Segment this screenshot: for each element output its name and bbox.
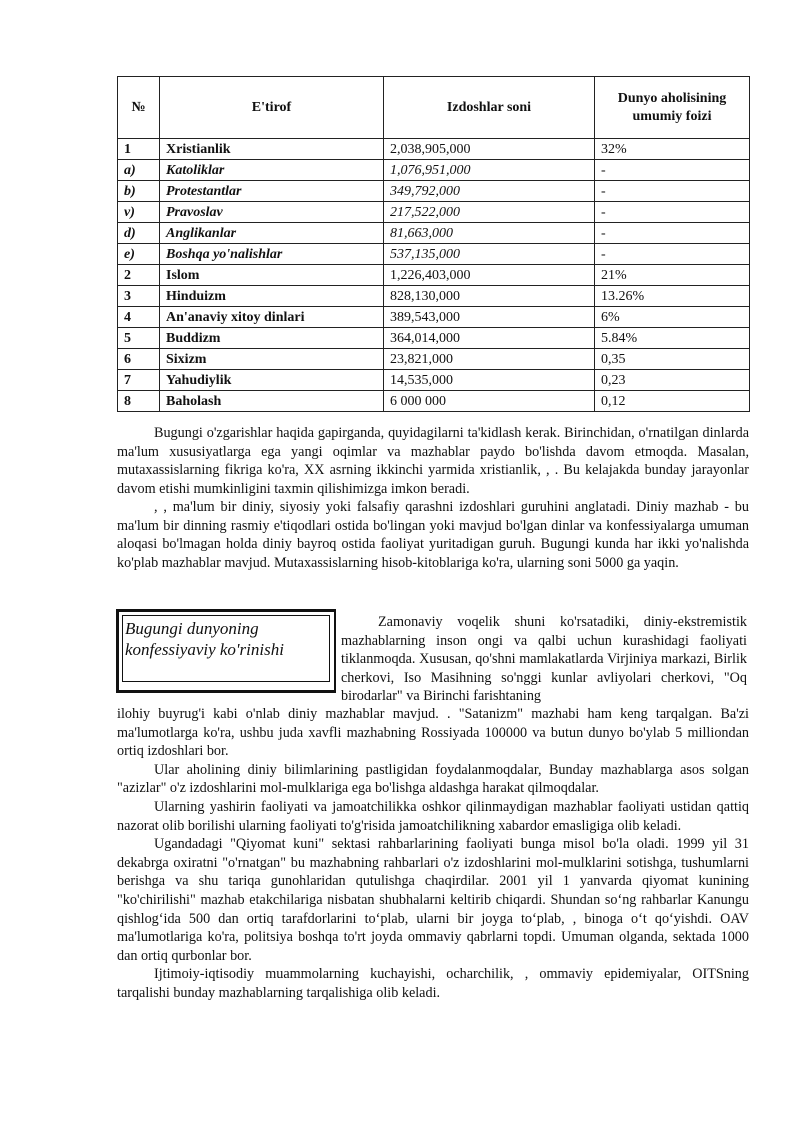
row-percent-cell: 0,23 [595,370,750,391]
row-percent-cell: 5.84% [595,328,750,349]
paragraph-text: Zamonaviy voqelik shuni ko'rsatadiki, diniy-ekstremistik mazhablarning inson ongi va qalbi uchun kurashidagi faoliyati tiklanmoqda. Xususan, qo'shni mamlakatlarda Virjiniya markazi, Birlik cherkovi, Iso Masihning so'nggi kunlar avliyolari cherkovi, "Oq birodarlar" va Birinchi farishtaning [341,614,747,705]
row-percent-cell: - [595,160,750,181]
row-name-cell: Yahudiylik [160,370,384,391]
row-number-cell: 8 [118,391,160,412]
table-row [118,223,750,244]
row-followers-cell: 23,821,000 [384,349,595,370]
paragraph-text: , , ma'lum bir diniy, siyosiy yoki falsafiy qarashni izdoshlari guruhini anglatadi. Diniy mazhab - bu ma'lum bir dinning rasmiy e'tiqodlari ostida bo'lingan yoki mavjud bo'lgan dinlar va konfessiyalarga umuman aloqasi bo'lmagan holda diniy bayroq ostida faoliyat yuritadigan guruh. Bugungi kunda har ikki yo'nalishda ko'plab mazhablar mavjud. Mutaxassislarning hisob-kitoblariga ko'ra, ularning soni 5000 ga yaqin. [117,499,749,571]
paragraph-text: Ijtimoiy-iqtisodiy muammolarning kuchayishi, ocharchilik, , ommaviy epidemiyalar, OITSning tarqalishi bunday mazhablarning tarqalishiga olib keladi. [117,966,749,1001]
table-row [118,391,750,412]
table-row [118,286,750,307]
section-heading: Bugungi dunyoning konfessiyaviy ko'rinishi [125,619,284,659]
table-row [118,328,750,349]
row-followers-cell: 537,135,000 [384,244,595,265]
row-percent-cell: - [595,181,750,202]
body-text-continued [117,705,749,1003]
row-name-cell: Katoliklar [160,160,384,181]
row-name-cell: Sixizm [160,349,384,370]
table-row [118,202,750,223]
row-name-cell: Hinduizm [160,286,384,307]
row-name-cell: Pravoslav [160,202,384,223]
row-followers-cell: 349,792,000 [384,181,595,202]
row-number-cell: 2 [118,265,160,286]
paragraph-text: Ular aholining diniy bilimlarining pastligidan foydalanmoqdalar, Bunday mazhablarga asos solgan "azizlar" o'z izdoshlarini mol-mulklariga ega bo'lishga aldashga harakat qilmoqdalar. [117,761,749,797]
row-followers-cell: 81,663,000 [384,223,595,244]
row-number-cell: e) [118,244,160,265]
row-followers-cell: 1,076,951,000 [384,160,595,181]
table-row [118,265,750,286]
row-name-cell: Anglikanlar [160,223,384,244]
table-row [118,139,750,160]
row-percent-cell: 0,35 [595,349,750,370]
row-name-cell: Protestantlar [160,181,384,202]
row-name-cell: Islom [160,265,384,286]
row-name-cell: Baholash [160,391,384,412]
table-row [118,370,750,391]
header-world-percent: Dunyo aholisining umumiy foizi [595,77,750,139]
row-number-cell: v) [118,202,160,223]
row-percent-cell: - [595,202,750,223]
row-followers-cell: 1,226,403,000 [384,265,595,286]
paragraph-sect-definition [117,498,749,572]
row-percent-cell: 32% [595,139,750,160]
row-name-cell: Buddizm [160,328,384,349]
row-number-cell: 3 [118,286,160,307]
row-followers-cell: 828,130,000 [384,286,595,307]
row-number-cell: 4 [118,307,160,328]
row-name-cell: Xristianlik [160,139,384,160]
row-number-cell: b) [118,181,160,202]
table-row [118,307,750,328]
row-followers-cell: 2,038,905,000 [384,139,595,160]
paragraph-changes [117,424,749,498]
row-name-cell: Boshqa yo'nalishlar [160,244,384,265]
paragraph-text: Ularning yashirin faoliyati va jamoatchilikka oshkor qilinmaydigan mazhablar faoliyati ustidan qattiq nazorat olib borilishi ularning faoliyati to'g'risida jamoatchilikning xabardor emasligiga olib keladi. [117,798,749,834]
row-followers-cell: 364,014,000 [384,328,595,349]
row-number-cell: 5 [118,328,160,349]
table-row [118,181,750,202]
paragraph-text: Ugandadagi "Qiyomat kuni" sektasi rahbarlarining faoliyati bunga misol bo'la oladi. 1999 yil 31 dekabrga oxiratni "o'rnatgan" bu mazhabning rahbarlari o'z izdoshlarini mol-mulklarini sotishga, tushumlarni berishga va shu tariqa gunohlaridan qutulishga chaqirdilar. 2001 yil 1 yanvarda qiyomat kunining "ko'chirilishi" mazhab etakchilariga nisbatan shubhalarni keltirib chiqardi. Shundan so‘ng rahbarlar Kanungu qishlog‘ida 500 dan ortiq tarafdorlarini to‘plab, ularni bir joyga to‘plab, , binoga o‘t qo‘yishdi. OAV ma'lumotlariga ko'ra, politsiya boshqa to'rt joyda ommaviy qabrlarni topdi. Umuman olganda, sektada 1000 dan ortiq qurbonlar bor. [117,836,749,964]
table-row [118,349,750,370]
paragraph-modern-reality [341,613,747,706]
paragraph-text: Bugungi o'zgarishlar haqida gapirganda, quyidagilarni ta'kidlash kerak. Birinchidan, o'rnatilgan dinlarda ma'lum xususiyatlarga ega yangi oqimlar va mazhablar paydo bo'lishda davom etmoqda. Masalan, mutaxassislarning fikriga ko'ra, XX asrning ikkinchi yarmida xristianlik, , . Bu kelajakda bunday jarayonlar davom etishi mumkinligini taxmin qilishimizga imkon beradi. [117,425,749,497]
row-percent-cell: 6% [595,307,750,328]
header-confession: E'tirof [160,77,384,139]
row-number-cell: 7 [118,370,160,391]
row-percent-cell: - [595,244,750,265]
row-followers-cell: 6 000 000 [384,391,595,412]
table-row [118,160,750,181]
paragraph-text: ilohiy buyrug'i kabi o'nlab diniy mazhablar mavjud. . "Satanizm" mazhabi ham keng tarqalgan. Ba'zi ma'lumotlarga ko'ra, ushbu juda xavfli mazhabning Rossiyada 100000 va butun dunyo bo'ylab 5 milliondan ortiq izdoshlari bor. [117,706,749,760]
header-followers: Izdoshlar soni [384,77,595,139]
row-number-cell: a) [118,160,160,181]
row-followers-cell: 217,522,000 [384,202,595,223]
row-number-cell: 1 [118,139,160,160]
row-name-cell: An'anaviy xitoy dinlari [160,307,384,328]
row-percent-cell: 0,12 [595,391,750,412]
row-followers-cell: 389,543,000 [384,307,595,328]
religions-table [117,76,750,412]
row-percent-cell: - [595,223,750,244]
row-number-cell: 6 [118,349,160,370]
header-number: № [118,77,160,139]
section-heading-box [116,609,336,693]
row-followers-cell: 14,535,000 [384,370,595,391]
table-row [118,244,750,265]
table-header-row [118,77,750,139]
row-percent-cell: 21% [595,265,750,286]
row-number-cell: d) [118,223,160,244]
row-percent-cell: 13.26% [595,286,750,307]
